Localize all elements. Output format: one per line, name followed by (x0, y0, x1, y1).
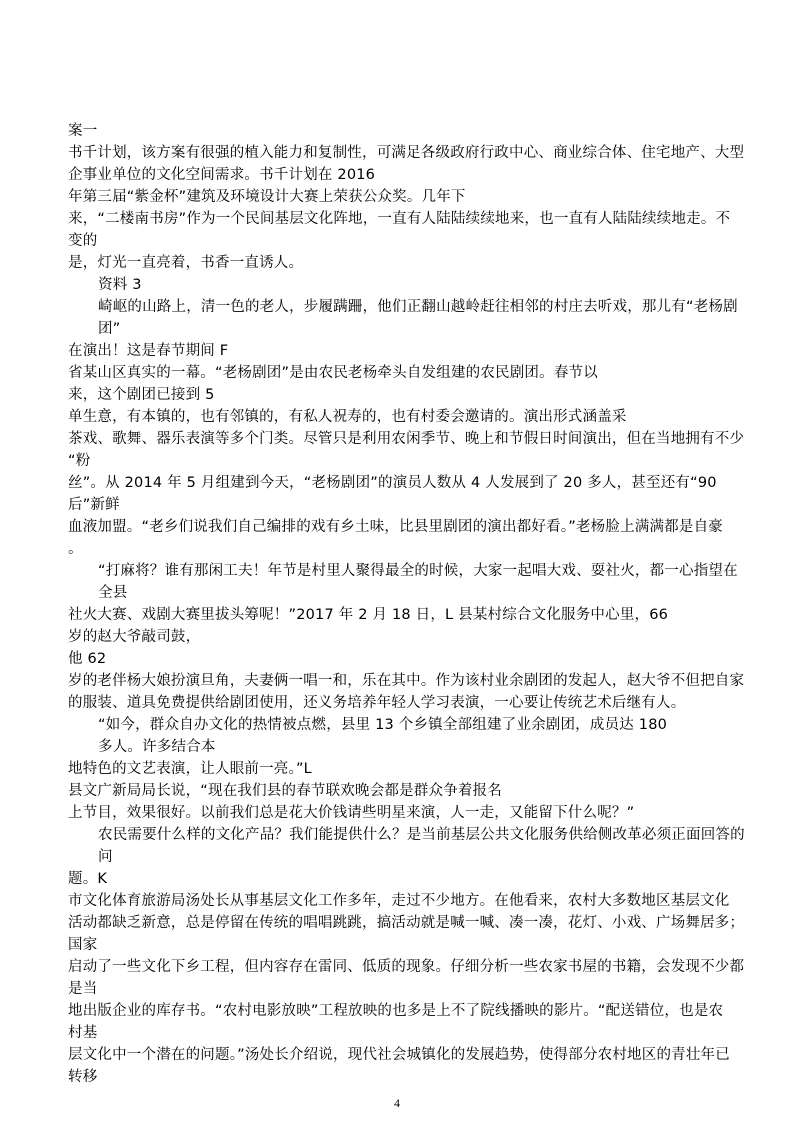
section-heading: 资料 3 (98, 277, 142, 293)
text-line: 书千计划，该方案有很强的植入能力和复制性，可满足各级政府行政中心、商业综合体、住宅地产、大型 (68, 145, 745, 161)
text-line: 案一 (68, 123, 98, 139)
text-line: 题。K (68, 871, 108, 887)
text-line: 岁的老伴杨大娘扮演旦角，夫妻俩一唱一和，乐在其中。作为该村业余剧团的发起人，赵大爷不但把自家 (68, 673, 745, 689)
text-line: 省某山区真实的一幕。“老杨剧团”是由农民老杨牵头自发组建的农民剧团。春节以 (68, 365, 598, 381)
text-line: 在演出！这是春节期间 F (68, 343, 229, 359)
text-line: 崎岖的山路上，清一色的老人，步履蹒跚，他们正翻山越岭赶往相邻的村庄去听戏，那儿有“老杨剧 (98, 299, 738, 315)
text-line: “如今，群众自办文化的热情被点燃，县里 13 个乡镇全部组建了业余剧团，成员达 180 (98, 717, 668, 733)
text-line: 丝”。从 2014 年 5 月组建到今天，“老杨剧团”的演员人数从 4 人发展到了 20 多人，甚至还有“90 (68, 475, 717, 491)
text-line: 他 62 (68, 651, 107, 667)
text-line: 企事业单位的文化空间需求。书千计划在 2016 (68, 167, 376, 183)
text-line: 单生意，有本镇的，也有邻镇的，有私人祝寿的，也有村委会邀请的。演出形式涵盖采 (68, 409, 627, 425)
text-line: “打麻将？谁有那闲工夫！年节是村里人聚得最全的时候，大家一起唱大戏、耍社火，都一心指望在 (98, 563, 738, 579)
text-line: “粉 (68, 453, 91, 469)
text-line: 活动都缺乏新意，总是停留在传统的唱唱跳跳，搞活动就是喊一喊、凑一凑，花灯、小戏、广场舞居多； (68, 915, 745, 931)
text-line: 血液加盟。“老乡们说我们自己编排的戏有乡土味，比县里剧团的演出都好看。”老杨脸上满满都是自豪 (68, 519, 723, 535)
text-line: 转移 (68, 1069, 98, 1085)
text-line: 是当 (68, 981, 98, 997)
page-number: 4 (394, 1096, 400, 1110)
text-line: 的服装、道具免费提供给剧团使用，还义务培养年轻人学习表演，一心要让传统艺术后继有人。 (68, 695, 686, 711)
text-line: 变的 (68, 233, 98, 249)
text-line: 村基 (68, 1025, 98, 1041)
text-line: 县文广新局局长说，“现在我们县的春节联欢晚会都是群众争着报名 (68, 783, 503, 799)
text-line: 社火大赛、戏剧大赛里拔头筹呢！”2017 年 2 月 18 日，L 县某村综合文化服务中心里，66 (68, 607, 669, 623)
text-line: 农民需要什么样的文化产品？我们能提供什么？是当前基层公共文化服务供给侧改革必须正面回答的 (98, 827, 745, 843)
text-line: 岁的赵大爷敲司鼓， (68, 629, 201, 645)
text-line: 后”新鲜 (68, 497, 120, 513)
text-line: 市文化体育旅游局汤处长从事基层文化工作多年，走过不少地方。在他看来，农村大多数地区基层文化 (68, 893, 730, 909)
text-line: 上节目，效果很好。以前我们总是花大价钱请些明星来演，人一走，又能留下什么呢？” (68, 805, 635, 821)
text-line: 。 (68, 541, 83, 557)
text-line: 来，“二楼南书房”作为一个民间基层文化阵地，一直有人陆陆续续地来，也一直有人陆陆续续地走。不 (68, 211, 731, 227)
text-line: 多人。许多结合本 (98, 739, 216, 755)
text-line: 全县 (98, 585, 128, 601)
text-line: 国家 (68, 937, 98, 953)
text-line: 茶戏、歌舞、器乐表演等多个门类。尽管只是利用农闲季节、晚上和节假日时间演出，但在当地拥有不少 (68, 431, 745, 447)
text-line: 地特色的文艺表演，让人眼前一亮。”L (68, 761, 312, 777)
text-line: 团” (98, 321, 121, 337)
text-line: 年第三届“紫金杯”建筑及环境设计大赛上荣获公众奖。几年下 (68, 189, 466, 205)
text-line: 地出版企业的库存书。“农村电影放映”工程放映的也多是上不了院线播映的影片。“配送错位，也是农 (68, 1003, 724, 1019)
text-line: 层文化中一个潜在的问题。”汤处长介绍说，现代社会城镇化的发展趋势，使得部分农村地区的青壮年已 (68, 1047, 730, 1063)
text-line: 来，这个剧团已接到 5 (68, 387, 215, 403)
text-line: 问 (98, 849, 113, 865)
text-line: 启动了一些文化下乡工程，但内容存在雷同、低质的现象。仔细分析一些农家书屋的书籍，会发现不少都 (68, 959, 745, 975)
text-line: 是，灯光一直亮着，书香一直诱人。 (68, 255, 304, 271)
